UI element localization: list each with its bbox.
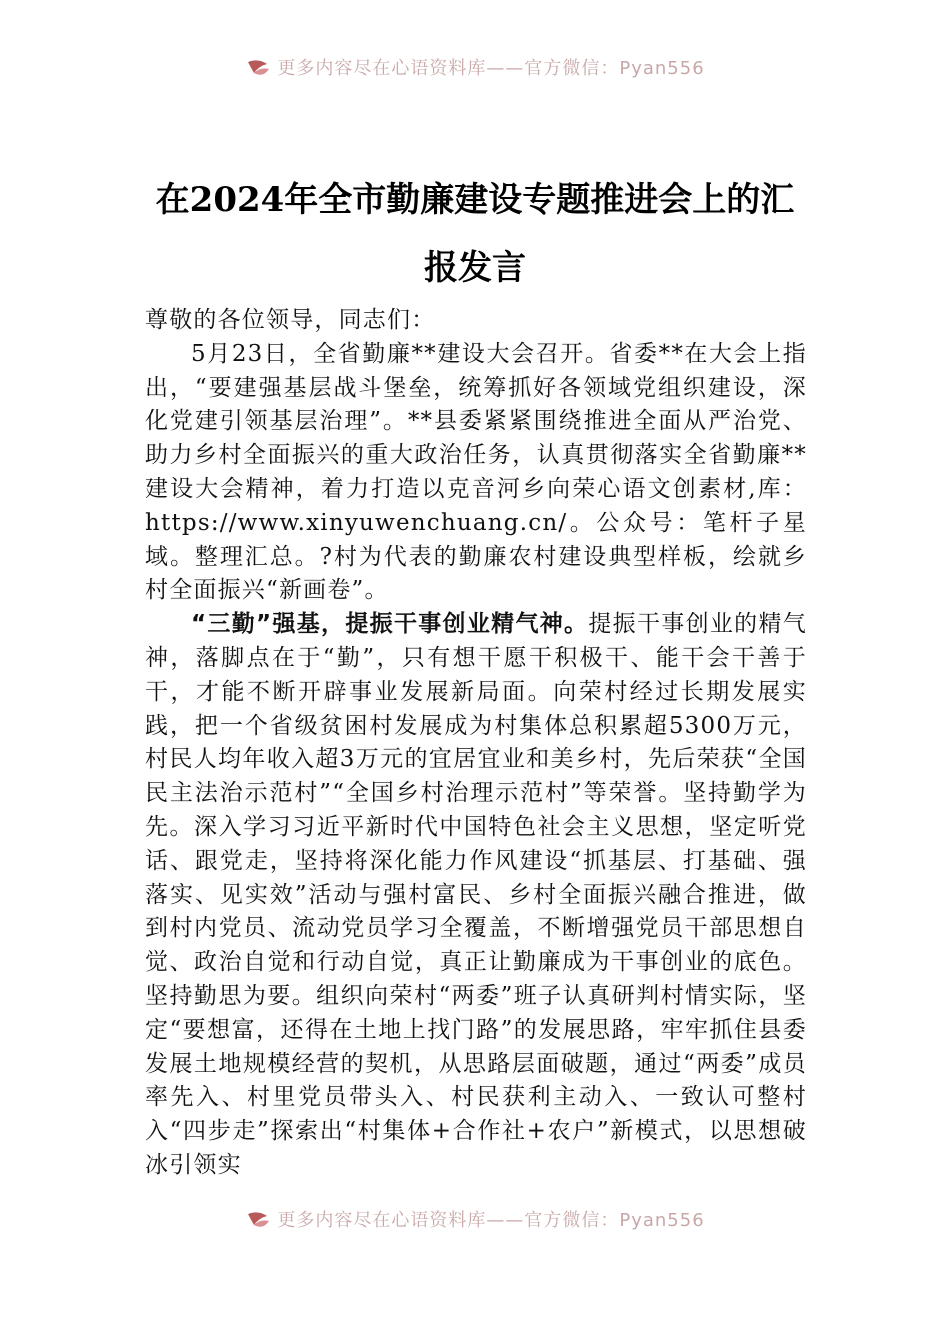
paragraph-text: 提振干事创业的精气神，落脚点在于“勤”，只有想干愿干积极干、能干会干善于干，才能不断开辟事业发展新局面。向荣村经过长期发展实践，把一个省级贫困村发展成为村集体总积累超5300万元，村民人均年收入超3万元的宜居宜业和美乡村，先后荣获“全国民主法治示范村”“全国乡村治理示范村”等荣誉。坚持勤学为先。深入学习习近平新时代中国特色社会主义思想，坚定听党话、跟党走，坚持将深化能力作风建设“抓基层、打基础、强落实、见实效”活动与强村富民、乡村全面振兴融合推进，做到村内党员、流动党员学习全覆盖，不断增强党员干部思想自觉、政治自觉和行动自觉，真正让勤廉成为干事创业的底色。坚持勤思为要。组织向荣村“两委”班子认真研判村情实际，坚定“要想富，还得在土地上找门路”的发展思路，牢牢抓住县委发展土地规模经营的契机，从思路层面破题，通过“两委”成员率先入、村里党员带头入、村民获利主动入、一致认可整村入“四步走”探索出“村集体+合作社+农户”新模式，以思想破冰引领实	[145, 611, 807, 1178]
document-body	[145, 304, 807, 1183]
watermark-header	[0, 58, 950, 80]
paragraph: 5月23日，全省勤廉**建设大会召开。省委**在大会上指出，“要建强基层战斗堡垒，统筹抓好各领域党组织建设，深化党建引领基层治理”。**县委紧紧围绕推进全面从严治党、助力乡村全面振兴的重大政治任务，认真贯彻落实全省勤廉**建设大会精神，着力打造以克音河乡向荣心语文创素材,库：https://www.xinyuwenchuang.cn/。公众号：笔杆子星域。整理汇总。?村为代表的勤廉农村建设典型样板，绘就乡村全面振兴“新画卷”。	[145, 340, 807, 604]
watermark-footer	[0, 1210, 950, 1232]
watermark-text: 更多内容尽在心语资料库——官方微信：Pyan556	[277, 1210, 705, 1231]
logo-icon	[245, 58, 271, 80]
paragraph	[145, 608, 807, 1183]
document-title: 在2024年全市勤廉建设专题推进会上的汇报发言	[155, 180, 795, 288]
watermark-text: 更多内容尽在心语资料库——官方微信：Pyan556	[277, 58, 705, 79]
paragraph-heading: “三勤”强基，提振干事创业精气神。	[191, 611, 589, 638]
salutation: 尊敬的各位领导，同志们：	[145, 307, 436, 333]
logo-icon	[245, 1210, 271, 1232]
